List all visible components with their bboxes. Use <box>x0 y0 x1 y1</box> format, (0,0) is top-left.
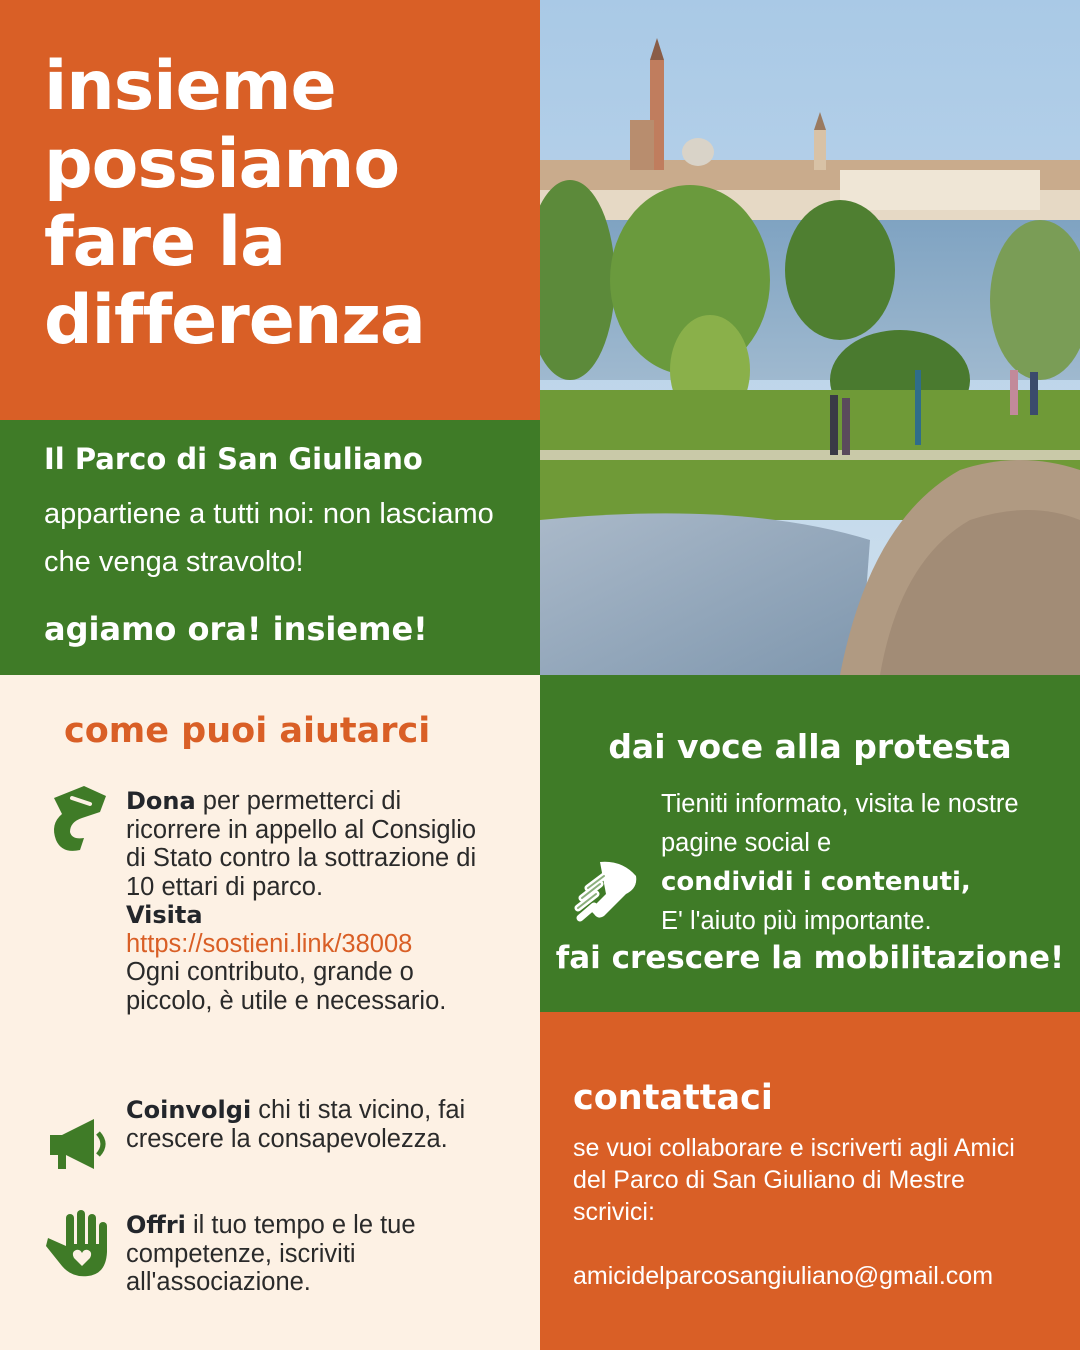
park-name: Il Parco di San Giuliano <box>44 442 423 476</box>
help-title: come puoi aiutarci <box>64 711 431 751</box>
involve-text: chi ti sta vicino, fai crescere la consapevolezza. <box>126 1096 466 1153</box>
help-item-offer <box>126 1211 486 1297</box>
donate-hand-icon <box>44 778 114 858</box>
park-lagoon-illustration <box>540 0 1080 675</box>
help-item-donate <box>126 787 486 1015</box>
donate-text: per permetterci di ricorrere in appello al Consiglio di Stato contro la sottrazione di 10 ettari di parco. <box>126 787 477 901</box>
hero-panel <box>0 0 540 420</box>
offer-label: Offri <box>126 1211 186 1239</box>
voice-text-before: Tieniti informato, visita le nostre pagine social e <box>661 790 1019 857</box>
offer-text: il tuo tempo e le tue competenze, iscriviti all'associazione. <box>126 1211 416 1296</box>
contact-title: contattaci <box>573 1078 773 1118</box>
help-item-involve <box>126 1096 486 1153</box>
intro-text: appartiene a tutti noi: non lasciamo che venga stravolto! <box>44 498 494 578</box>
contact-panel <box>540 1012 1080 1350</box>
voice-panel <box>540 675 1080 1012</box>
voice-call-to-action: fai crescere la mobilitazione! <box>555 940 1065 976</box>
donate-label: Dona <box>126 787 196 815</box>
contact-email[interactable]: amicidelparcosangiuliano@gmail.com <box>573 1262 994 1290</box>
donate-after-text: Ogni contributo, grande o piccolo, è utile e necessario. <box>126 958 447 1015</box>
voice-title: dai voce alla protesta <box>608 727 1012 766</box>
landscape-photo <box>540 0 1080 675</box>
voice-text-after: E' l'aiuto più importante. <box>661 907 932 935</box>
megaphone-icon <box>44 1103 114 1183</box>
donation-link[interactable]: https://sostieni.link/38008 <box>126 929 413 958</box>
hand-heart-icon <box>44 1208 114 1288</box>
helping-hand-icon <box>570 858 640 928</box>
intro-call-to-action: agiamo ora! insieme! <box>44 610 428 648</box>
involve-label: Coinvolgi <box>126 1096 252 1124</box>
contact-text: se vuoi collaborare e iscriverti agli Amici del Parco di San Giuliano di Mestre scrivici: <box>573 1134 1015 1226</box>
intro-panel <box>0 420 540 675</box>
hero-title: insieme possiamo fare la differenza <box>44 47 425 360</box>
voice-text <box>661 785 1061 941</box>
visit-label: Visita <box>126 901 203 929</box>
share-contents: condividi i contenuti, <box>661 867 971 897</box>
help-panel <box>0 675 540 1350</box>
